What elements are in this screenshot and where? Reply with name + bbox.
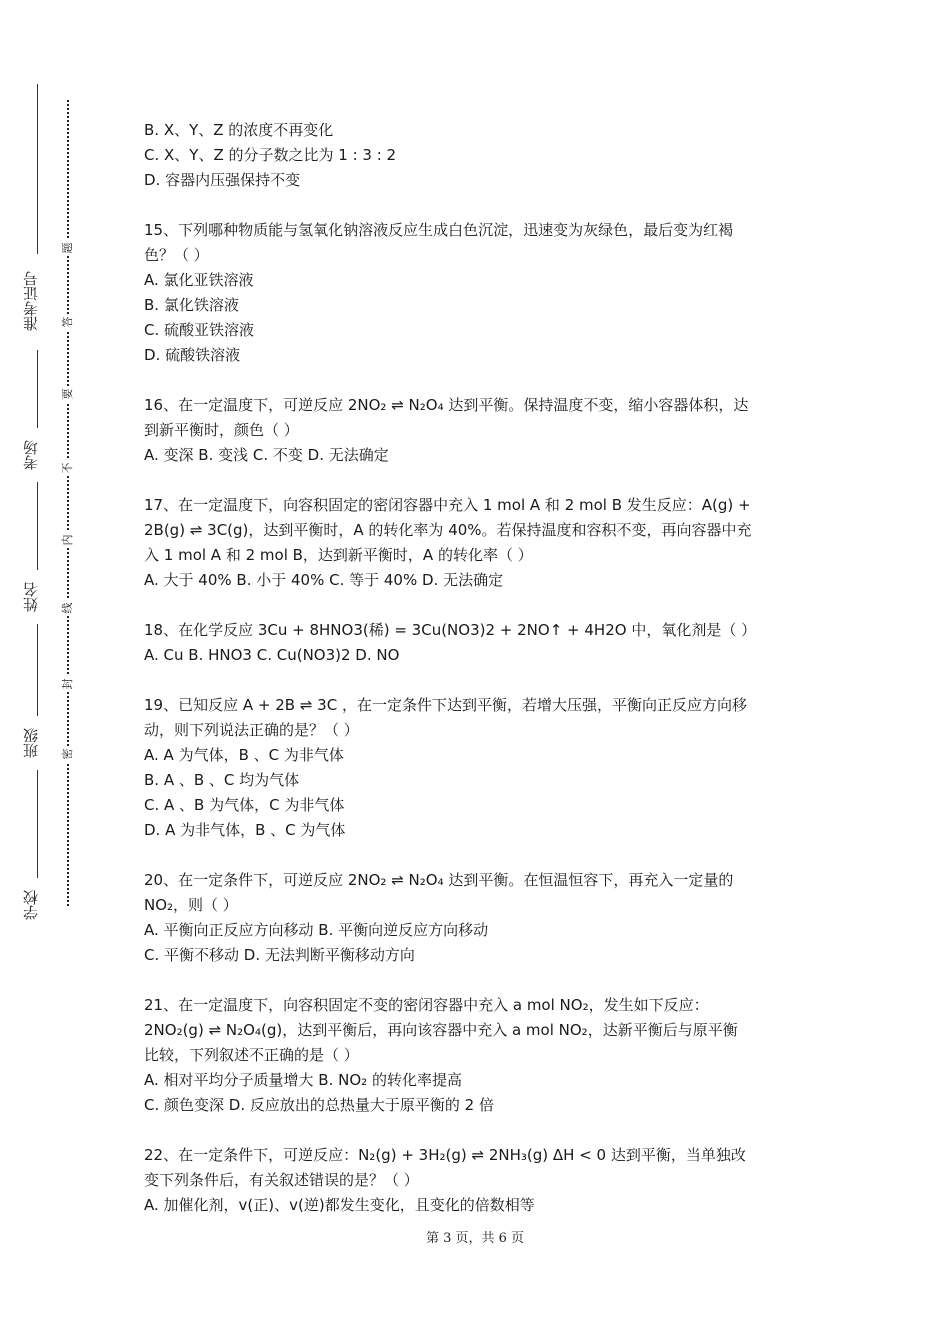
q15-option-d: D. 硫酸铁溶液 (144, 346, 241, 364)
question-20 (144, 868, 812, 968)
q21-stem-line: 比较，下列叙述不正确的是（ ） (144, 1046, 359, 1064)
seal-char-mi: 密 (60, 746, 76, 762)
seal-char-yao: 要 (60, 386, 76, 402)
q22-stem-line: 变下列条件后，有关叙述错误的是？（ ） (144, 1171, 419, 1189)
question-18 (144, 618, 812, 668)
q20-options-ab: A. 平衡向正反应方向移动 B. 平衡向逆反应方向移动 (144, 921, 489, 939)
q15-stem-line: 色？（ ） (144, 246, 209, 264)
label-exam-id: 准考证号 (22, 271, 40, 331)
q19-option-d: D. A 为非气体，B 、C 为气体 (144, 821, 346, 839)
question-17 (144, 493, 812, 593)
seal-dotted-line (67, 100, 69, 906)
q19-stem-line: 动，则下列说法正确的是？（ ） (144, 721, 359, 739)
q21-stem-line: 2NO₂(g) ⇌ N₂O₄(g)，达到平衡后，再向该容器中充入 a mol NO₂，达新平衡后与原平衡 (144, 1021, 738, 1039)
seal-char-feng: 封 (60, 676, 76, 692)
question-19 (144, 693, 812, 843)
q18-options: A. Cu B. HNO3 C. Cu(NO3)2 D. NO (144, 646, 400, 664)
q19-option-b: B. A 、B 、C 均为气体 (144, 771, 300, 789)
q18-stem-line: 18、在化学反应 3Cu + 8HNO3(稀) = 3Cu(NO3)2 + 2NO↑ + 4H2O 中，氧化剂是（ ） (144, 621, 757, 639)
q14-option-b: B. X、Y、Z 的浓度不再变化 (144, 121, 334, 139)
question-content (144, 118, 812, 1218)
q21-options-ab: A. 相对平均分子质量增大 B. NO₂ 的转化率提高 (144, 1071, 462, 1089)
seal-char-ti: 题 (60, 240, 76, 256)
label-school: 学校 (22, 890, 40, 920)
question-15 (144, 218, 812, 368)
q20-stem-line: NO₂，则（ ） (144, 896, 238, 914)
q20-options-cd: C. 平衡不移动 D. 无法判断平衡移动方向 (144, 946, 415, 964)
q15-option-b: B. 氯化铁溶液 (144, 296, 239, 314)
q15-stem-line: 15、下列哪种物质能与氢氧化钠溶液反应生成白色沉淀，迅速变为灰绿色，最后变为红褐 (144, 221, 734, 239)
q17-stem-line: 2B(g) ⇌ 3C(g)，达到平衡时，A 的转化率为 40%。若保持温度和容积不变，再向容器中充 (144, 521, 752, 539)
q14-option-c: C. X、Y、Z 的分子数之比为 1 : 3 : 2 (144, 146, 397, 164)
q19-stem-line: 19、已知反应 A + 2B ⇌ 3C ，在一定条件下达到平衡，若增大压强，平衡向正反应方向移 (144, 696, 747, 714)
q17-stem-line: 入 1 mol A 和 2 mol B，达到新平衡时，A 的转化率（ ） (144, 546, 533, 564)
question-16 (144, 393, 812, 468)
q20-stem-line: 20、在一定条件下，可逆反应 2NO₂ ⇌ N₂O₄ 达到平衡。在恒温恒容下，再充入一定量的 (144, 871, 734, 889)
q22-stem-line: 22、在一定条件下，可逆反应：N₂(g) + 3H₂(g) ⇌ 2NH₃(g) ΔH < 0 达到平衡，当单独改 (144, 1146, 746, 1164)
seal-char-da: 答 (60, 314, 76, 330)
q16-stem-line: 到新平衡时，颜色（ ） (144, 421, 299, 439)
question-14-options (144, 118, 812, 193)
seal-char-xian: 线 (60, 600, 76, 616)
fill-line-class (37, 624, 38, 716)
q17-stem-line: 17、在一定温度下，向容积固定的密闭容器中充入 1 mol A 和 2 mol B 发生反应：A(g) + (144, 496, 751, 514)
q22-option-a: A. 加催化剂，v(正)、v(逆)都发生变化，且变化的倍数相等 (144, 1196, 535, 1214)
label-exam-room: 考场 (22, 440, 40, 470)
q19-option-c: C. A 、B 为气体，C 为非气体 (144, 796, 345, 814)
q21-options-cd: C. 颜色变深 D. 反应放出的总热量大于原平衡的 2 倍 (144, 1096, 494, 1114)
fill-line-school (37, 770, 38, 878)
page-number: 第 3 页，共 6 页 (425, 1231, 525, 1246)
fill-line-exam-room (37, 350, 38, 428)
q19-option-a: A. A 为气体，B 、C 为非气体 (144, 746, 344, 764)
q16-stem-line: 16、在一定温度下，可逆反应 2NO₂ ⇌ N₂O₄ 达到平衡。保持温度不变，缩小容器体积，达 (144, 396, 749, 414)
q15-option-a: A. 氯化亚铁溶液 (144, 271, 254, 289)
q15-option-c: C. 硫酸亚铁溶液 (144, 321, 255, 339)
q14-option-d: D. 容器内压强保持不变 (144, 171, 301, 189)
q17-options: A. 大于 40% B. 小于 40% C. 等于 40% D. 无法确定 (144, 571, 504, 589)
question-22 (144, 1143, 812, 1218)
q21-stem-line: 21、在一定温度下，向容积固定不变的密闭容器中充入 a mol NO₂，发生如下反应： (144, 996, 709, 1014)
seal-char-bu: 不 (60, 460, 76, 476)
question-21 (144, 993, 812, 1118)
binding-margin (0, 0, 90, 1344)
label-class: 班级 (22, 728, 40, 758)
fill-line-exam-id (37, 84, 38, 254)
fill-line-name (37, 482, 38, 570)
seal-char-nei: 内 (60, 532, 76, 548)
label-name: 姓名 (22, 582, 40, 612)
q16-options: A. 变深 B. 变浅 C. 不变 D. 无法确定 (144, 446, 389, 464)
